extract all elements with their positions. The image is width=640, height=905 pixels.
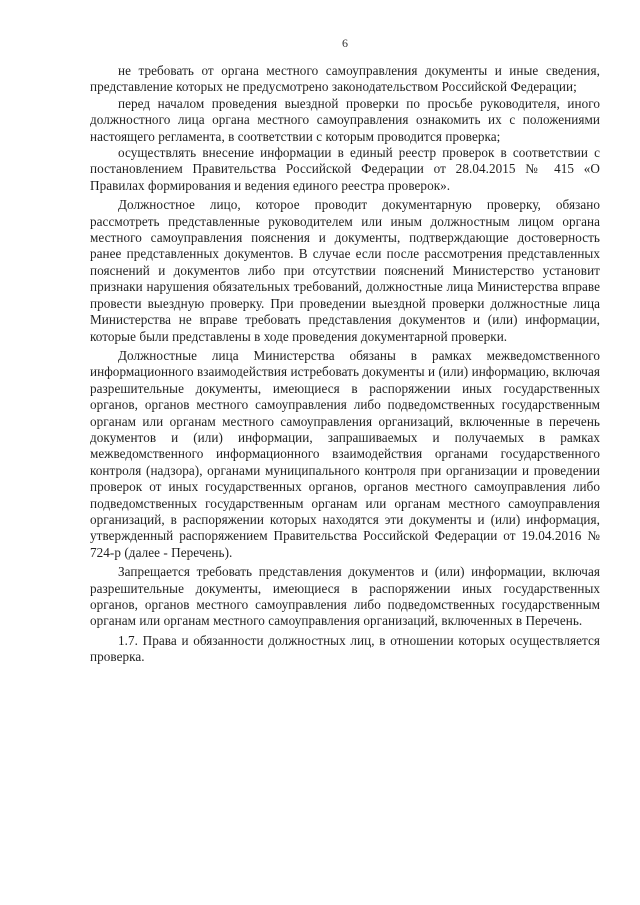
paragraph-no-extra-documents: не требовать от органа местного самоуправления документы и иные сведения, представление которых не предусмотрено законодательством Российской Федерации; [90, 63, 600, 95]
paragraph-section-1-7: 1.7. Права и обязанности должностных лиц, в отношении которых осуществляется проверка. [90, 632, 600, 665]
paragraph-prohibition: Запрещается требовать представления документов и (или) информации, включая разрешительные документы, имеющиеся в распоряжении иных государственных органов, органов местного самоуправления либо подведомственных государственным органам или органам местного самоуправления организаций, включенных в Перечень. [90, 564, 600, 629]
paragraph-interagency-requests: Должностные лица Министерства обязаны в рамках межведомственного информационного взаимодействия истребовать документы и (или) информацию, включая разрешительные документы, имеющиеся в распоряжении иных государственных органов, органов местного самоуправления либо подведомственных государственным органам или органам местного самоуправления организаций, включенные в перечень документов и (или) информации, запрашиваемых и получаемых в рамках межведомственного информационного взаимодействия органами государственного контроля (надзора), органами муниципального контроля при организации и проведении проверок от иных государственных органов, органов местного самоуправления либо подведомственных государственным органам или органам местного самоуправления организаций, в распоряжении которых находятся эти документы и (или) информация, утвержденный распоряжением Правительства Российской Федерации от 19.04.2016 № 724-р (далее - Перечень). [90, 347, 600, 560]
paragraph-familiarize-regulation: перед началом проведения выездной проверки по просьбе руководителя, иного должностного лица органа местного самоуправления ознакомить их с положениями настоящего регламента, в соответствии с которым проводится проверка; [90, 95, 600, 144]
paragraph-documentary-check: Должностное лицо, которое проводит документарную проверку, обязано рассмотреть представленные руководителем или иным должностным лицом органа местного самоуправления пояснения и документы, подтверждающие достоверность ранее представленных документов. В случае если после рассмотрения представленных пояснений и документов либо при отсутствии пояснений Министерство установит признаки нарушения обязательных требований, должностные лица Министерства вправе провести выездную проверку. При проведении выездной проверки должностные лица Министерства не вправе требовать представления документов и (или) информации, которые были представлены в ходе проведения документарной проверки. [90, 197, 600, 344]
page-number: 6 [342, 36, 348, 50]
paragraph-inspection-registry: осуществлять внесение информации в единый реестр проверок в соответствии с постановлением Правительства Российской Федерации от 28.04.2015 № 415 «О Правилах формирования и ведения единого реестра проверок». [90, 145, 600, 193]
